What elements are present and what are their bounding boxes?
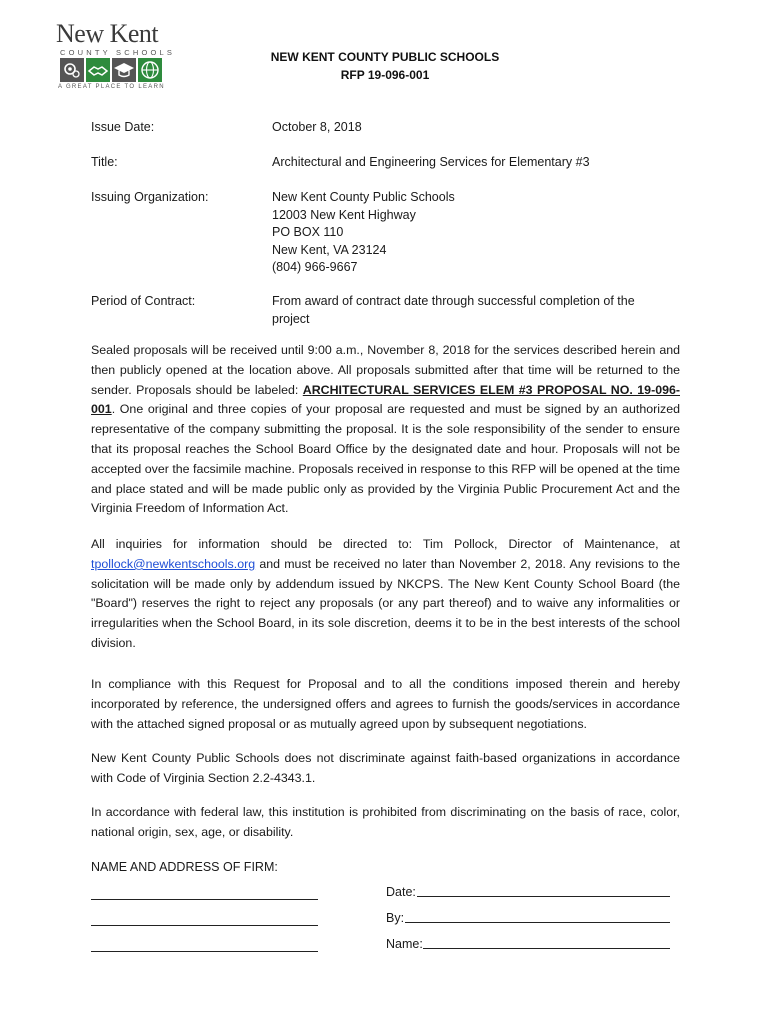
document-header — [260, 48, 510, 84]
title-value: Architectural and Engineering Services for Elementary #3 — [272, 155, 590, 169]
paragraph-text: All inquiries for information should be directed to: Tim Pollock, Director of Maintenance, at — [91, 537, 680, 551]
proposal-label: ARCHITECTURAL SERVICES ELEM #3 PROPOSAL NO. 19-096-001 — [91, 382, 680, 417]
period-line: project — [272, 311, 310, 326]
head-gears-icon — [60, 58, 84, 82]
name-line[interactable] — [423, 948, 670, 949]
title-label: Title: — [91, 155, 118, 169]
header-rfp-number: RFP 19-096-001 — [340, 68, 430, 82]
paragraph-nondiscrimination: In accordance with federal law, this institution is prohibited from discriminating on the basis of race, color, national origin, sex, age, or disability. — [91, 805, 680, 839]
paragraph-text: . One original and three copies of your proposal are requested and must be signed by an authorized representative of the company submitting the proposal. It is the sole responsibility of the sender to ensure that its proposal reaches the School Board Office by the designated date and hour. Proposals will not be accepted over the facsimile machine. Proposals received in response to this RFP will be opened at the time and place stated and will be made public only as provided by the Virginia Public Procurement Act and the Virginia Freedom of Information Act. — [91, 402, 680, 516]
date-line[interactable] — [417, 896, 670, 897]
address-line: New Kent, VA 23124 — [272, 242, 387, 257]
date-field[interactable] — [386, 885, 670, 899]
by-field[interactable] — [386, 911, 670, 925]
paragraph-inquiries — [91, 535, 680, 654]
paragraph-text: and must be received no later than November 2, 2018. Any revisions to the solicitation will be made only by addendum issued by NKCPS. The New Kent County School Board (the "Board") reserves the right to reject any proposals (or any part thereof) and to waive any informalities or irregularities when the School Board, in its sole discretion, deems it to be in the best interests of the school division. — [91, 556, 680, 650]
school-logo — [56, 20, 186, 92]
header-org: NEW KENT COUNTY PUBLIC SCHOOLS — [270, 50, 500, 64]
globe-icon — [138, 58, 162, 82]
period-label: Period of Contract: — [91, 294, 196, 308]
name-field[interactable] — [386, 937, 670, 951]
graduation-cap-icon — [112, 58, 136, 82]
name-label: Name: — [386, 937, 423, 951]
period-line: From award of contract date through successful completion of the — [272, 294, 635, 308]
logo-subtitle: COUNTY SCHOOLS — [60, 48, 176, 57]
firm-address-line[interactable] — [91, 925, 318, 926]
firm-heading: NAME AND ADDRESS OF FIRM: — [91, 860, 278, 874]
firm-name-line[interactable] — [91, 899, 318, 900]
issue-date-value: October 8, 2018 — [272, 120, 362, 134]
paragraph-sealed-proposals — [91, 341, 680, 519]
by-line[interactable] — [405, 922, 670, 923]
firm-city-line[interactable] — [91, 951, 318, 952]
logo-icons — [60, 58, 162, 82]
date-label: Date: — [386, 885, 416, 899]
address-phone: (804) 966-9667 — [272, 260, 358, 274]
handshake-icon — [86, 58, 110, 82]
issuing-org-label: Issuing Organization: — [91, 190, 209, 204]
issue-date-label: Issue Date: — [91, 120, 155, 134]
logo-name: New Kent — [56, 19, 159, 48]
contact-email-link[interactable]: tpollock@newkentschools.org — [91, 556, 256, 571]
by-label: By: — [386, 911, 405, 925]
issuing-org-address — [272, 189, 682, 277]
paragraph-compliance: In compliance with this Request for Proposal and to all the conditions imposed therein and hereby incorporated by reference, the undersigned offers and agrees to furnish the goods/services in accordance with the attached signed proposal or as mutually agreed upon by subsequent negotiations. — [91, 677, 680, 731]
address-line: New Kent County Public Schools — [272, 190, 455, 204]
address-line: PO BOX 110 — [272, 225, 344, 239]
paragraph-faith-based: New Kent County Public Schools does not discriminate against faith-based organizations in accordance with Code of Virginia Section 2.2-4343.1. — [91, 751, 680, 785]
period-value — [272, 293, 682, 328]
address-line: 12003 New Kent Highway — [272, 207, 416, 222]
logo-tagline: A GREAT PLACE TO LEARN — [58, 84, 165, 90]
paragraph-text: Sealed proposals will be received until 9:00 a.m., November 8, 2018 for the services described herein and then publicly opened at the location above. All proposals submitted after that time will be returned to the sender. Proposals should be labeled: — [91, 343, 680, 397]
